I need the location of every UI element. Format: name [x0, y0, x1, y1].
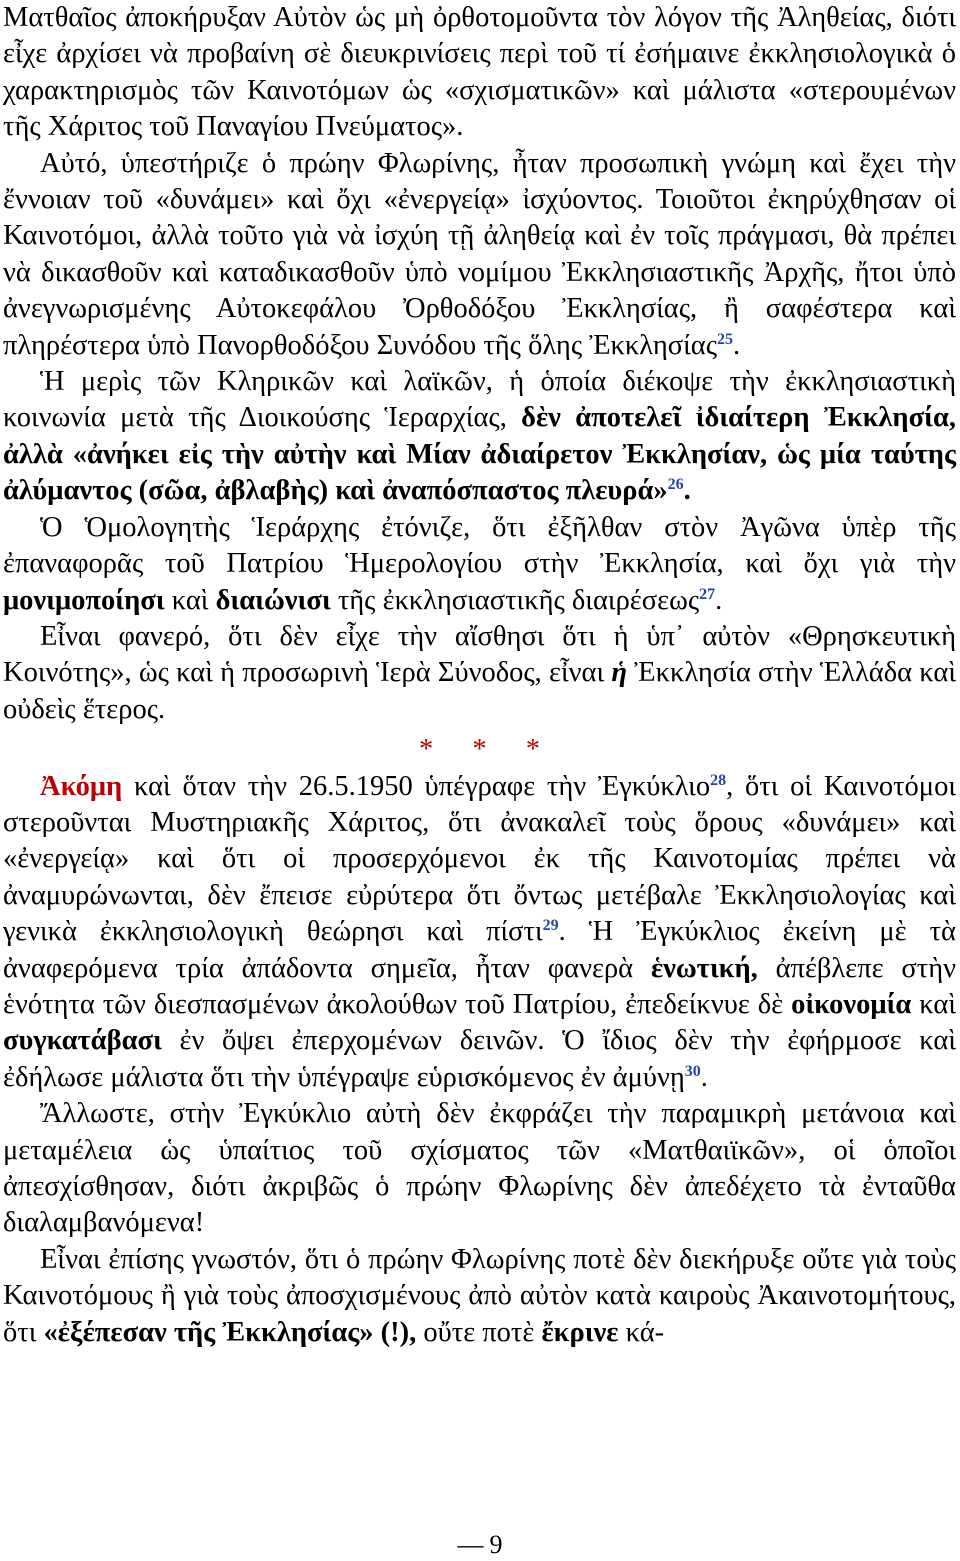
text-run: Ἀκόμη: [40, 770, 123, 802]
footnote-ref[interactable]: 25: [717, 330, 733, 348]
text-run: συγκατάβασι: [3, 1025, 162, 1057]
text-run: Ἡ μερὶς τῶν Κληρικῶν καὶ λαϊκῶν, ἡ ὁποία διέκοψε τὴν ἐκκλησιαστικὴ κοινωνία μετὰ τῆς Διοικούσης Ἱεραρχίας,: [3, 366, 956, 434]
paragraph: [3, 769, 956, 1097]
text-run: ἐν ὄψει ἐπερχομένων δεινῶν. Ὁ ἴδιος δὲν τὴν ἐφήρμοσε καὶ ἐδήλωσε μάλιστα ὅτι τὴν ὑπέγραψε εὑρισκόμενος ἐν ἀμύνῃ: [3, 1025, 956, 1093]
text-run: ἔκρινε: [541, 1316, 619, 1348]
text-run: ἀπέβλεπε στὴν ἑνότητα τῶν διεσπασμένων ἀκολούθων τοῦ Πατρίου, ἐπεδείκνυε δὲ: [3, 952, 956, 1020]
page-number-dash: —: [457, 1530, 484, 1559]
text-run: .: [683, 475, 691, 507]
paragraph: [3, 1242, 956, 1351]
text-run: .: [700, 1061, 708, 1093]
paragraph: [3, 510, 956, 619]
text-run: , ὅτι οἱ Καινοτόμοι στεροῦνται Μυστηριακῆς Χάριτος, ὅτι ἀνακαλεῖ τοὺς ὅρους «δυνάμει» καὶ «ἐνεργείᾳ» καὶ ὅτι οἱ προσερχόμενοι ἐκ τῆς Καινοτομίας πρέπει νὰ ἀναμυρώνωνται, δὲν ἔπεισε εὐρύτερα ὅτι ὄντως μετέβαλε Ἐκκλησιολογίας καὶ γενικὰ ἐκκλησιολογικὴ θεώρησι καὶ πίστι: [3, 770, 956, 948]
text-run: ἡ: [611, 657, 628, 689]
footnote-ref[interactable]: 28: [710, 771, 727, 789]
text-run: μονιμοποίησι: [3, 584, 165, 616]
page-body: [3, 0, 956, 1351]
text-run: διαιώνισι: [215, 584, 331, 616]
text-run: καὶ: [164, 584, 216, 616]
paragraph: [3, 0, 956, 146]
page-number: [0, 1530, 960, 1560]
paragraph: [3, 146, 956, 364]
text-run: .: [733, 329, 741, 361]
text-run: Ἄλλωστε, στὴν Ἐγκύκλιο αὐτὴ δὲν ἐκφράζει τὴν παραμικρὴ μετάνοια καὶ μεταμέλεια ὡς ὑπαίτιος τοῦ σχίσματος τῶν «Ματθαιϊκῶν», οἱ ὁποῖοι ἀπεσχίσθησαν, διότι ἀκριβῶς ὁ πρώην Φλωρίνης δὲν ἀπεδέχετο τὰ ἐνταῦθα διαλαμβανόμενα!: [3, 1098, 956, 1239]
text-run: .: [715, 584, 723, 616]
text-run: «ἐξέπεσαν τῆς Ἐκκλησίας» (!),: [43, 1316, 417, 1348]
text-run: καὶ: [911, 988, 956, 1020]
text-run: οὔτε ποτὲ: [416, 1316, 542, 1348]
text-run: . Ἡ Ἐγκύκλιος ἐκείνη μὲ τὰ ἀναφερόμενα τρία ἀπάδοντα σημεῖα, ἦταν φανερὰ: [3, 916, 956, 984]
text-run: Ἐκκλησία στὴν Ἑλλάδα καὶ οὐδεὶς ἕτερος.: [3, 657, 957, 725]
footnote-ref[interactable]: 26: [667, 476, 684, 494]
text-run: τῆς ἐκκλησιαστικῆς διαιρέσεως: [330, 584, 700, 616]
footnote-ref[interactable]: 30: [684, 1062, 701, 1080]
text-run: δὲν ἀποτελεῖ ἰδιαίτερη Ἐκκλησία, ἀλλὰ «ἀνήκει εἰς τὴν αὐτὴν καὶ Μίαν ἀδιαίρετον Ἐκκλησίαν, ὡς μία ταύτης ἀλύμαντος (σῶα, ἀβλαβὴς) καὶ ἀναπόσπαστος πλευρά»: [3, 402, 956, 507]
text-run: κά-: [618, 1316, 665, 1348]
text-run: οἰκονομία: [791, 988, 912, 1020]
paragraph: [3, 364, 956, 510]
text-run: Αὐτό, ὑπεστήριζε ὁ πρώην Φλωρίνης, ἦταν προσωπικὴ γνώμη καὶ ἔχει τὴν ἔννοιαν τοῦ «δυνάμει» καὶ ὄχι «ἐνεργείᾳ» ἰσχύοντος. Τοιοῦτοι ἐκηρύχθησαν οἱ Καινοτόμοι, ἀλλὰ τοῦτο γιὰ νὰ ἰσχύη τῇ ἀληθείᾳ καὶ ἐν τοῖς πράγμασι, θὰ πρέπει νὰ δικασθοῦν καὶ καταδικασθοῦν ὑπὸ νομίμου Ἐκκλησιαστικῆς Ἀρχῆς, ἤτοι ὑπὸ ἀνεγνωρισμένης Αὐτοκεφάλου Ὀρθοδόξου Ἐκκλησίας, ἢ σαφέστερα καὶ πληρέστερα ὑπὸ Πανορθοδόξου Συνόδου τῆς ὅλης Ἐκκλησίας: [3, 147, 956, 361]
text-run: Εἶναι φανερό, ὅτι δὲν εἶχε τὴν αἴσθησι ὅτι ἡ ὑπ᾽ αὐτὸν «Θρησκευτικὴ Κοινότης», ὡς καὶ ἡ προσωρινὴ Ἱερὰ Σύνοδος, εἶναι: [3, 620, 956, 689]
footnote-ref[interactable]: 29: [542, 917, 559, 935]
footnote-ref[interactable]: 27: [699, 585, 716, 603]
text-run: Εἶναι ἐπίσης γνωστόν, ὅτι ὁ πρώην Φλωρίνης ποτὲ δὲν διεκήρυξε οὔτε γιὰ τοὺς Καινοτόμους ἢ γιὰ τοὺς ἀποσχισμένους ἀπὸ αὐτὸν κατὰ καιροὺς Ἀκαινοτομήτους, ὅτι: [3, 1243, 956, 1348]
paragraph: [3, 619, 956, 728]
page-number-value: 9: [489, 1530, 503, 1559]
paragraph: [3, 1096, 956, 1242]
section-separator: * * *: [419, 734, 556, 766]
text-run: καὶ ὅταν τὴν 26.5.1950 ὑπέγραφε τὴν Ἐγκύκλιο: [122, 770, 711, 802]
text-run: Ματθαῖος ἀποκήρυξαν Αὐτὸν ὡς μὴ ὀρθοτομοῦντα τὸν λόγον τῆς Ἀληθείας, διότι εἶχε ἀρχίσει νὰ προβαίνη σὲ διευκρινίσεις περὶ τοῦ τί ἐσήμαινε ἐκκλησιολογικὰ ὁ χαρακτηρισμὸς τῶν Καινοτόμων ὡς «σχισματικῶν» καὶ μάλιστα «στερουμένων τῆς Χάριτος τοῦ Παναγίου Πνεύματος».: [3, 2, 956, 143]
text-run: Ὁ Ὁμολογητὴς Ἱεράρχης ἐτόνιζε, ὅτι ἐξῆλθαν στὸν Ἀγῶνα ὑπὲρ τῆς ἐπαναφορᾶς τοῦ Πατρίου Ἡμερολογίου στὴν Ἐκκλησία, καὶ ὄχι γιὰ τὴν: [3, 511, 956, 580]
text-block-upper: [3, 0, 956, 728]
text-run: ἑνωτική,: [650, 952, 758, 984]
text-block-lower: [3, 769, 956, 1352]
